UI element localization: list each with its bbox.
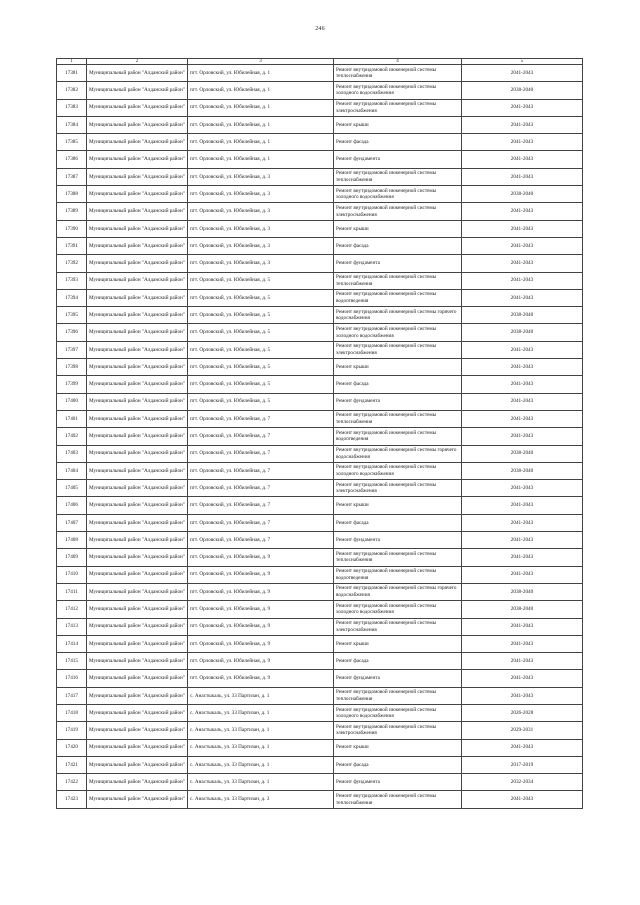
table-row [57,220,583,237]
table-row [57,134,583,151]
table-row [57,549,583,566]
address-cell: пгт. Орловский, ул. Юбилейная, д. 7 [188,462,334,479]
address-cell: пгт. Орловский, ул. Юбилейная, д. 3 [188,203,334,220]
municipality-cell: Муниципальный район "Алданский район" [87,272,188,289]
table-row [57,756,583,773]
municipality-cell: Муниципальный район "Алданский район" [87,341,188,358]
municipality-cell: Муниципальный район "Алданский район" [87,220,188,237]
period-cell: 2041-2043 [462,670,583,687]
row-number-cell: 17404 [57,462,87,479]
address-cell: пгт. Орловский, ул. Юбилейная, д. 7 [188,480,334,497]
page-number: 246 [315,26,325,32]
municipality-cell: Муниципальный район "Алданский район" [87,566,188,583]
table-row [57,324,583,341]
address-cell: пгт. Орловский, ул. Юбилейная, д. 7 [188,532,334,549]
municipality-cell: Муниципальный район "Алданский район" [87,532,188,549]
period-cell: 2038-2040 [462,307,583,324]
period-cell: 2038-2040 [462,601,583,618]
table-row [57,532,583,549]
row-number-cell: 17382 [57,82,87,99]
address-cell: пгт. Орловский, ул. Юбилейная, д. 5 [188,393,334,410]
work-type-cell: Ремонт внутридомовой инженерной системы теплоснабжения [334,272,462,289]
row-number-cell: 17383 [57,99,87,116]
work-type-cell: Ремонт внутридомовой инженерной системы электроснабжения [334,618,462,635]
table-row [57,428,583,445]
period-cell: 2041-2043 [462,653,583,670]
municipality-cell: Муниципальный район "Алданский район" [87,549,188,566]
address-cell: с. Анастыкаль, ул. 33 Партизан, д. 1 [188,774,334,791]
row-number-cell: 17405 [57,480,87,497]
municipality-cell: Муниципальный район "Алданский район" [87,756,188,773]
address-cell: пгт. Орловский, ул. Юбилейная, д. 9 [188,583,334,600]
municipality-cell: Муниципальный район "Алданский район" [87,376,188,393]
table-row [57,739,583,756]
work-type-cell: Ремонт внутридомовой инженерной системы теплоснабжения [334,549,462,566]
address-cell: пгт. Орловский, ул. Юбилейная, д. 1 [188,134,334,151]
period-cell: 2041-2043 [462,341,583,358]
period-cell: 2041-2043 [462,635,583,652]
header-cell-4: 4 [334,59,462,65]
address-cell: пгт. Орловский, ул. Юбилейная, д. 7 [188,514,334,531]
row-number-cell: 17403 [57,445,87,462]
address-cell: пгт. Орловский, ул. Юбилейная, д. 1 [188,82,334,99]
period-cell: 2038-2040 [462,462,583,479]
table-row [57,289,583,306]
row-number-cell: 17399 [57,376,87,393]
municipality-cell: Муниципальный район "Алданский район" [87,359,188,376]
address-cell: пгт. Орловский, ул. Юбилейная, д. 7 [188,445,334,462]
row-number-cell: 17421 [57,756,87,773]
table-row [57,82,583,99]
row-number-cell: 17411 [57,583,87,600]
row-number-cell: 17418 [57,704,87,721]
row-number-cell: 17408 [57,532,87,549]
period-cell: 2032-2034 [462,774,583,791]
municipality-cell: Муниципальный район "Алданский район" [87,583,188,600]
municipality-cell: Муниципальный район "Алданский район" [87,480,188,497]
address-cell: пгт. Орловский, ул. Юбилейная, д. 9 [188,566,334,583]
address-cell: пгт. Орловский, ул. Юбилейная, д. 7 [188,410,334,427]
table-row [57,514,583,531]
address-cell: с. Анастыкаль, ул. 33 Партизан, д. 1 [188,722,334,739]
table-row [57,203,583,220]
work-type-cell: Ремонт внутридомовой инженерной системы электроснабжения [334,341,462,358]
address-cell: пгт. Орловский, ул. Юбилейная, д. 5 [188,289,334,306]
work-type-cell: Ремонт внутридомовой инженерной системы электроснабжения [334,99,462,116]
work-type-cell: Ремонт внутридомовой инженерной системы холодного водоснабжения [334,704,462,721]
period-cell: 2041-2043 [462,99,583,116]
period-cell: 2041-2043 [462,410,583,427]
row-number-cell: 17409 [57,549,87,566]
municipality-cell: Муниципальный район "Алданский район" [87,255,188,272]
row-number-cell: 17392 [57,255,87,272]
municipality-cell: Муниципальный район "Алданский район" [87,237,188,254]
work-type-cell: Ремонт внутридомовой инженерной системы горячего водоснабжения [334,445,462,462]
work-type-cell: Ремонт внутридомовой инженерной системы горячего водоснабжения [334,307,462,324]
table-row [57,376,583,393]
row-number-cell: 17412 [57,601,87,618]
row-number-cell: 17416 [57,670,87,687]
work-type-cell: Ремонт внутридомовой инженерной системы электроснабжения [334,480,462,497]
period-cell: 2041-2043 [462,220,583,237]
address-cell: пгт. Орловский, ул. Юбилейная, д. 7 [188,497,334,514]
row-number-cell: 17396 [57,324,87,341]
municipality-cell: Муниципальный район "Алданский район" [87,410,188,427]
address-cell: с. Анастыкаль, ул. 33 Партизан, д. 3 [188,791,334,808]
municipality-cell: Муниципальный район "Алданский район" [87,289,188,306]
work-type-cell: Ремонт крыши [334,359,462,376]
table-row [57,670,583,687]
address-cell: пгт. Орловский, ул. Юбилейная, д. 7 [188,428,334,445]
row-number-cell: 17394 [57,289,87,306]
period-cell: 2038-2040 [462,445,583,462]
address-cell: пгт. Орловский, ул. Юбилейная, д. 3 [188,237,334,254]
work-type-cell: Ремонт фундамента [334,255,462,272]
period-cell: 2038-2040 [462,82,583,99]
row-number-cell: 17406 [57,497,87,514]
municipality-cell: Муниципальный район "Алданский район" [87,428,188,445]
work-type-cell: Ремонт фасада [334,756,462,773]
row-number-cell: 17419 [57,722,87,739]
address-cell: пгт. Орловский, ул. Юбилейная, д. 1 [188,151,334,168]
row-number-cell: 17420 [57,739,87,756]
period-cell: 2041-2043 [462,116,583,133]
period-cell: 2029-2031 [462,722,583,739]
municipality-cell: Муниципальный район "Алданский район" [87,635,188,652]
table-row [57,445,583,462]
table-row [57,186,583,203]
address-cell: с. Анастыкаль, ул. 33 Партизан, д. 1 [188,687,334,704]
row-number-cell: 17397 [57,341,87,358]
address-cell: пгт. Орловский, ул. Юбилейная, д. 3 [188,168,334,185]
municipality-cell: Муниципальный район "Алданский район" [87,618,188,635]
table-row [57,168,583,185]
row-number-cell: 17384 [57,116,87,133]
work-type-cell: Ремонт внутридомовой инженерной системы холодного водоснабжения [334,324,462,341]
period-cell: 2041-2043 [462,393,583,410]
period-cell: 2041-2043 [462,289,583,306]
table-row [57,774,583,791]
period-cell: 2041-2043 [462,359,583,376]
work-type-cell: Ремонт внутридомовой инженерной системы водоотведения [334,428,462,445]
period-cell: 2041-2043 [462,566,583,583]
municipality-cell: Муниципальный район "Алданский район" [87,307,188,324]
work-type-cell: Ремонт фасада [334,237,462,254]
work-type-cell: Ремонт фундамента [334,532,462,549]
row-number-cell: 17401 [57,410,87,427]
municipality-cell: Муниципальный район "Алданский район" [87,722,188,739]
municipality-cell: Муниципальный район "Алданский район" [87,514,188,531]
row-number-cell: 17423 [57,791,87,808]
address-cell: пгт. Орловский, ул. Юбилейная, д. 1 [188,116,334,133]
table-row [57,583,583,600]
period-cell: 2041-2043 [462,532,583,549]
period-cell: 2041-2043 [462,272,583,289]
row-number-cell: 17414 [57,635,87,652]
table-row [57,480,583,497]
municipality-cell: Муниципальный район "Алданский район" [87,462,188,479]
work-type-cell: Ремонт фундамента [334,670,462,687]
address-cell: пгт. Орловский, ул. Юбилейная, д. 9 [188,670,334,687]
row-number-cell: 17388 [57,186,87,203]
period-cell: 2041-2043 [462,237,583,254]
address-cell: пгт. Орловский, ул. Юбилейная, д. 3 [188,220,334,237]
municipality-cell: Муниципальный район "Алданский район" [87,497,188,514]
municipality-cell: Муниципальный район "Алданский район" [87,203,188,220]
table-row [57,687,583,704]
table-row [57,307,583,324]
table-row [57,65,583,82]
municipality-cell: Муниципальный район "Алданский район" [87,445,188,462]
row-number-cell: 17413 [57,618,87,635]
row-number-cell: 17417 [57,687,87,704]
municipality-cell: Муниципальный район "Алданский район" [87,601,188,618]
table-row [57,462,583,479]
table-body [57,59,583,809]
table-row [57,99,583,116]
municipality-cell: Муниципальный район "Алданский район" [87,116,188,133]
address-cell: пгт. Орловский, ул. Юбилейная, д. 9 [188,635,334,652]
work-type-cell: Ремонт внутридомовой инженерной системы теплоснабжения [334,791,462,808]
municipality-cell: Муниципальный район "Алданский район" [87,791,188,808]
work-type-cell: Ремонт крыши [334,116,462,133]
address-cell: с. Анастыкаль, ул. 33 Партизан, д. 1 [188,739,334,756]
period-cell: 2041-2043 [462,134,583,151]
work-type-cell: Ремонт внутридомовой инженерной системы теплоснабжения [334,410,462,427]
work-type-cell: Ремонт крыши [334,635,462,652]
municipality-cell: Муниципальный район "Алданский район" [87,65,188,82]
work-type-cell: Ремонт фасада [334,653,462,670]
period-cell: 2041-2043 [462,428,583,445]
table-row [57,151,583,168]
work-type-cell: Ремонт фасада [334,134,462,151]
work-type-cell: Ремонт крыши [334,739,462,756]
period-cell: 2041-2043 [462,65,583,82]
work-type-cell: Ремонт фундамента [334,151,462,168]
period-cell: 2041-2043 [462,203,583,220]
table-row [57,393,583,410]
row-number-cell: 17415 [57,653,87,670]
work-type-cell: Ремонт внутридомовой инженерной системы водоотведения [334,289,462,306]
period-cell: 2041-2043 [462,497,583,514]
table-row [57,272,583,289]
work-type-cell: Ремонт крыши [334,220,462,237]
municipality-cell: Муниципальный район "Алданский район" [87,704,188,721]
address-cell: пгт. Орловский, ул. Юбилейная, д. 1 [188,65,334,82]
address-cell: пгт. Орловский, ул. Юбилейная, д. 5 [188,307,334,324]
period-cell: 2041-2043 [462,687,583,704]
row-number-cell: 17402 [57,428,87,445]
address-cell: пгт. Орловский, ул. Юбилейная, д. 5 [188,341,334,358]
municipality-cell: Муниципальный район "Алданский район" [87,774,188,791]
period-cell: 2041-2043 [462,480,583,497]
row-number-cell: 17407 [57,514,87,531]
municipality-cell: Муниципальный район "Алданский район" [87,687,188,704]
row-number-cell: 17422 [57,774,87,791]
work-type-cell: Ремонт внутридомовой инженерной системы теплоснабжения [334,168,462,185]
municipality-cell: Муниципальный район "Алданский район" [87,324,188,341]
address-cell: пгт. Орловский, ул. Юбилейная, д. 9 [188,601,334,618]
address-cell: пгт. Орловский, ул. Юбилейная, д. 1 [188,99,334,116]
municipality-cell: Муниципальный район "Алданский район" [87,739,188,756]
municipality-cell: Муниципальный район "Алданский район" [87,186,188,203]
work-type-cell: Ремонт фасада [334,376,462,393]
row-number-cell: 17385 [57,134,87,151]
table-row [57,704,583,721]
row-number-cell: 17391 [57,237,87,254]
row-number-cell: 17400 [57,393,87,410]
row-number-cell: 17410 [57,566,87,583]
address-cell: пгт. Орловский, ул. Юбилейная, д. 3 [188,186,334,203]
address-cell: пгт. Орловский, ул. Юбилейная, д. 9 [188,653,334,670]
municipality-cell: Муниципальный район "Алданский район" [87,151,188,168]
work-type-cell: Ремонт внутридомовой инженерной системы горячего водоснабжения [334,583,462,600]
address-cell: пгт. Орловский, ул. Юбилейная, д. 5 [188,324,334,341]
municipality-cell: Муниципальный район "Алданский район" [87,393,188,410]
period-cell: 2041-2043 [462,618,583,635]
table-row [57,791,583,808]
work-type-cell: Ремонт фундамента [334,393,462,410]
work-type-cell: Ремонт внутридомовой инженерной системы холодного водоснабжения [334,82,462,99]
work-type-cell: Ремонт внутридомовой инженерной системы теплоснабжения [334,687,462,704]
address-cell: пгт. Орловский, ул. Юбилейная, д. 3 [188,255,334,272]
period-cell: 2041-2043 [462,168,583,185]
period-cell: 2041-2043 [462,791,583,808]
table-row [57,601,583,618]
row-number-cell: 17393 [57,272,87,289]
period-cell: 2041-2043 [462,255,583,272]
work-type-cell: Ремонт внутридомовой инженерной системы электроснабжения [334,722,462,739]
period-cell: 2017-2019 [462,756,583,773]
period-cell: 2041-2043 [462,739,583,756]
repair-schedule-table [56,58,583,809]
municipality-cell: Муниципальный район "Алданский район" [87,134,188,151]
address-cell: пгт. Орловский, ул. Юбилейная, д. 5 [188,272,334,289]
table-row [57,653,583,670]
row-number-cell: 17395 [57,307,87,324]
period-cell: 2041-2043 [462,549,583,566]
table-row [57,359,583,376]
row-number-cell: 17386 [57,151,87,168]
row-number-cell: 17398 [57,359,87,376]
table-row [57,410,583,427]
period-cell: 2026-2028 [462,704,583,721]
work-type-cell: Ремонт внутридомовой инженерной системы холодного водоснабжения [334,186,462,203]
municipality-cell: Муниципальный район "Алданский район" [87,653,188,670]
period-cell: 2041-2043 [462,376,583,393]
header-cell-5: 5 [462,59,583,65]
work-type-cell: Ремонт внутридомовой инженерной системы электроснабжения [334,203,462,220]
address-cell: пгт. Орловский, ул. Юбилейная, д. 5 [188,376,334,393]
work-type-cell: Ремонт внутридомовой инженерной системы холодного водоснабжения [334,601,462,618]
period-cell: 2038-2040 [462,324,583,341]
header-cell-2: 2 [87,59,188,65]
period-cell: 2041-2043 [462,514,583,531]
address-cell: с. Анастыкаль, ул. 33 Партизан, д. 1 [188,756,334,773]
period-cell: 2038-2040 [462,583,583,600]
municipality-cell: Муниципальный район "Алданский район" [87,670,188,687]
row-number-cell: 17381 [57,65,87,82]
table-row [57,635,583,652]
municipality-cell: Муниципальный район "Алданский район" [87,99,188,116]
address-cell: с. Анастыкаль, ул. 33 Партизан, д. 1 [188,704,334,721]
header-cell-1: 1 [57,59,87,65]
row-number-cell: 17390 [57,220,87,237]
address-cell: пгт. Орловский, ул. Юбилейная, д. 5 [188,359,334,376]
table-row [57,255,583,272]
table-row [57,237,583,254]
work-type-cell: Ремонт крыши [334,497,462,514]
work-type-cell: Ремонт фундамента [334,774,462,791]
address-cell: пгт. Орловский, ул. Юбилейная, д. 9 [188,549,334,566]
work-type-cell: Ремонт внутридомовой инженерной системы водоотведения [334,566,462,583]
header-cell-3: 3 [188,59,334,65]
table-row [57,341,583,358]
table-row [57,618,583,635]
work-type-cell: Ремонт внутридомовой инженерной системы холодного водоснабжения [334,462,462,479]
table-row [57,116,583,133]
period-cell: 2038-2040 [462,186,583,203]
work-type-cell: Ремонт фасада [334,514,462,531]
table-row [57,497,583,514]
address-cell: пгт. Орловский, ул. Юбилейная, д. 9 [188,618,334,635]
table-row [57,722,583,739]
municipality-cell: Муниципальный район "Алданский район" [87,82,188,99]
period-cell: 2041-2043 [462,151,583,168]
work-type-cell: Ремонт внутридомовой инженерной системы теплоснабжения [334,65,462,82]
row-number-cell: 17389 [57,203,87,220]
municipality-cell: Муниципальный район "Алданский район" [87,168,188,185]
row-number-cell: 17387 [57,168,87,185]
table-row [57,566,583,583]
